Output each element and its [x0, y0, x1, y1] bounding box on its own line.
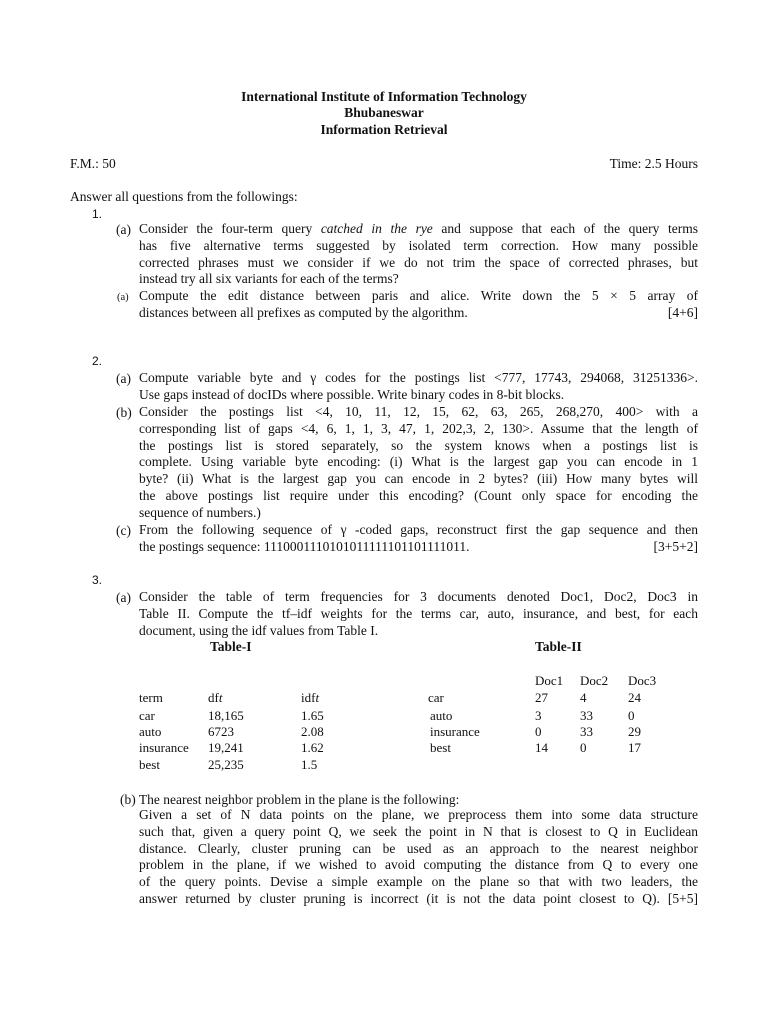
- q2-b-text: [139, 404, 698, 522]
- table-1-header-term: term: [139, 690, 163, 705]
- q2-b-line: Consider the postings list <4, 10, 11, 12, 15, 62, 63, 265, 268,270, 400> with a: [139, 404, 698, 419]
- table-1-header-df: dft: [208, 690, 223, 705]
- table-1-cell: 2.08: [301, 724, 324, 739]
- q2-b-line: corresponding list of gaps <4, 6, 1, 1, 3, 47, 1, 202,3, 2, 130>. Assume that the length of: [139, 420, 698, 436]
- table-1-cell: 1.5: [301, 757, 318, 772]
- q2-c-line: From the following sequence of γ -coded gaps, reconstruct first the gap sequence and then: [139, 522, 698, 537]
- q3-a-label: (a): [116, 590, 131, 605]
- q1-a-label: (a): [116, 222, 131, 237]
- q2-b-line: byte? (ii) What is the largest gap you can encode in 2 bytes? (iii) How many bytes will: [139, 471, 698, 487]
- q1-b-text: [139, 288, 698, 322]
- full-marks: F.M.: 50: [70, 156, 116, 171]
- table-2-cell: 0: [535, 724, 542, 739]
- q3-b-line: answer returned by cluster pruning is incorrect (it is not the data point closest to Q). [5+5]: [139, 890, 698, 906]
- q1-b-line: Compute the edit distance between paris and alice. Write down the 5 × 5 array of: [139, 288, 698, 303]
- question-1-number: 1.: [92, 207, 103, 221]
- table-2-cell: 27: [535, 690, 548, 705]
- q1-a-line: Consider the four-term query catched in the rye and suppose that each of the query terms: [139, 221, 698, 236]
- q2-b-line: the above postings list require under this encoding? (Count only space for encoding the: [139, 487, 698, 503]
- q3-b-line: problem in the plane, if we wished to avoid computing the distance from Q to every one: [139, 857, 698, 873]
- table-2-header: Doc1: [535, 673, 564, 688]
- table-1-cell: 19,241: [208, 740, 244, 755]
- table-2-cell: best: [430, 740, 451, 755]
- instruction: Answer all questions from the followings:: [70, 189, 298, 204]
- q2-c-label: (c): [116, 523, 131, 538]
- table-2-cell: 33: [580, 708, 593, 723]
- q1-marks: [4+6]: [667, 304, 698, 320]
- q1-a-line: corrected phrases must we consider if we do not trim the space of corrected phrases, but: [139, 254, 698, 270]
- q2-b-line: complete. Using variable byte encoding: (i) What is the largest gap you can encode in 1: [139, 454, 698, 470]
- q3-b-heading: (b) The nearest neighbor problem in the plane is the following:: [120, 792, 460, 807]
- q2-a-line: Compute variable byte and γ codes for the postings list <777, 17743, 294068, 31251336>.: [139, 370, 698, 385]
- q3-b-line: Given a set of N data points on the plane, we preprocess them into some data structure: [139, 807, 698, 822]
- question-3-number: 3.: [92, 573, 103, 587]
- q3-a-line: Consider the table of term frequencies for 3 documents denoted Doc1, Doc2, Doc3 in: [139, 589, 698, 604]
- table-2-cell: 24: [628, 690, 641, 705]
- q2-a-text: [139, 370, 698, 404]
- q2-marks: [3+5+2]: [653, 538, 698, 554]
- q1-a-text: [139, 221, 698, 288]
- q1-b-label: (a): [117, 292, 129, 303]
- table-2-cell: 33: [580, 724, 593, 739]
- q1-a-line: instead try all six variants for each of the terms?: [139, 271, 399, 287]
- table-2-header: Doc2: [580, 673, 609, 688]
- q1-b-line: distances between all prefixes as computed by the algorithm. [4+6]: [139, 304, 698, 320]
- table-1-cell: 1.62: [301, 740, 324, 755]
- table-1-title: Table-I: [210, 639, 252, 654]
- question-2-number: 2.: [92, 354, 103, 368]
- q2-a-label: (a): [116, 371, 131, 386]
- table-1-cell: 1.65: [301, 708, 324, 723]
- q2-b-label: (b): [116, 405, 132, 420]
- q2-b-line: the postings list is stored separately, so the system knows when a postings list is: [139, 437, 698, 453]
- table-2-cell: 14: [535, 740, 548, 755]
- exam-time: Time: 2.5 Hours: [609, 156, 698, 171]
- table-1-cell: 6723: [208, 724, 234, 739]
- table-1-header-idf: idft: [301, 690, 320, 705]
- table-2-cell: insurance: [430, 724, 480, 739]
- q2-b-line: sequence of numbers.): [139, 504, 261, 520]
- table-2-cell: auto: [430, 708, 453, 723]
- table-2-header: Doc3: [628, 673, 657, 688]
- q3-a-line: document, using the idf values from Table I.: [139, 622, 379, 638]
- q3-b-line: such that, given a query point Q, we seek the point in N that is closest to Q in Euclidean: [139, 823, 698, 839]
- table-1-cell: insurance: [139, 740, 189, 755]
- table-2-cell: 29: [628, 724, 641, 739]
- q2-a-line: Use gaps instead of docIDs where possible. Write binary codes in 8-bit blocks.: [139, 386, 565, 402]
- institute-name: International Institute of Information Technology: [241, 89, 527, 104]
- table-2-cell: 4: [580, 690, 587, 705]
- q3-b-line: distance. Clearly, cluster pruning can be used as an approach to the nearest neighbor: [139, 840, 698, 856]
- table-1-cell: car: [139, 708, 155, 723]
- q3-a-line: Table II. Compute the tf–idf weights for the terms car, auto, insurance, and best, for each: [139, 605, 698, 621]
- table-1-cell: auto: [139, 724, 162, 739]
- table-1-cell: 18,165: [208, 708, 244, 723]
- table-2-cell: 3: [535, 708, 542, 723]
- q3-a-text: [139, 589, 698, 639]
- q2-c-line: the postings sequence: 1110001110101011111101101111011. [3+5+2]: [139, 538, 698, 554]
- table-2-cell: 0: [628, 708, 635, 723]
- table-2-cell: 17: [628, 740, 641, 755]
- course-title: Information Retrieval: [320, 122, 448, 137]
- q1-a-line: has five alternative terms suggested by isolated term correction. How many possible: [139, 237, 698, 253]
- institute-city: Bhubaneswar: [344, 105, 424, 120]
- table-2-title: Table-II: [535, 639, 582, 654]
- q3-b-line: of the query points. Devise a simple example on the plane so that with two leaders, the: [139, 874, 698, 890]
- table-2-cell: car: [428, 690, 444, 705]
- q2-c-text: [139, 522, 698, 556]
- table-2-cell: 0: [580, 740, 587, 755]
- table-1-cell: best: [139, 757, 160, 772]
- q3-b-text: [139, 807, 698, 908]
- table-1-cell: 25,235: [208, 757, 244, 772]
